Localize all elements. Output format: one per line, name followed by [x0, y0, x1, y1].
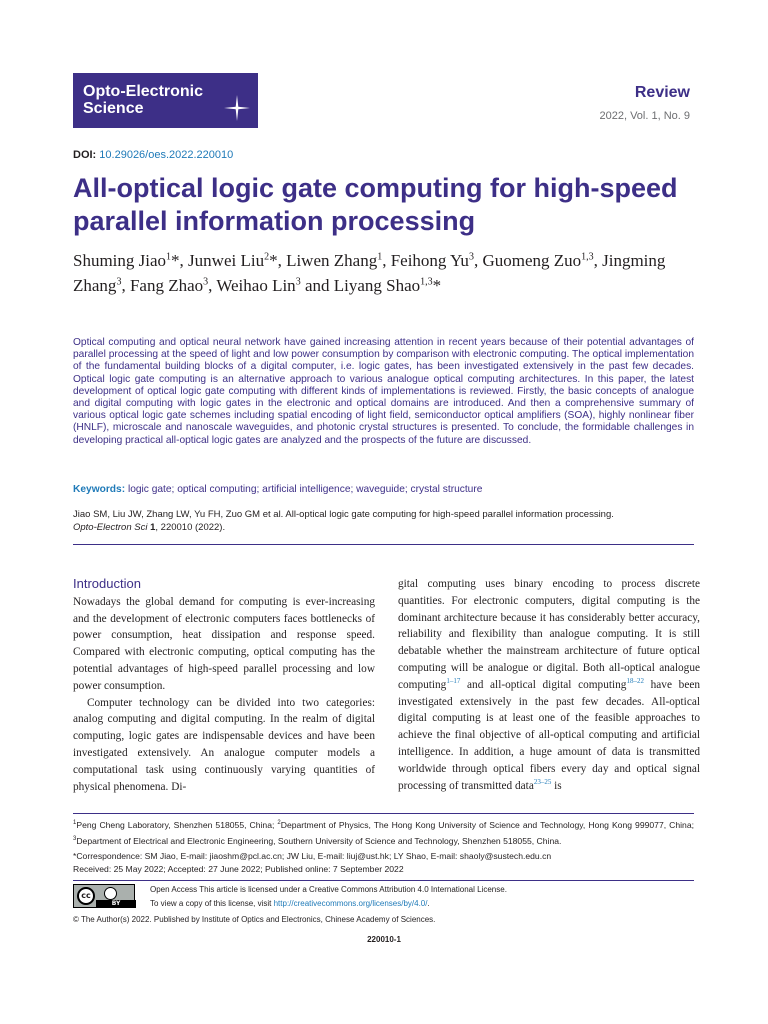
correspondence: *Correspondence: SM Jiao, E-mail: jiaoshm@pcl.ac.cn; JW Liu, E-mail: liuj@ust.hk; LY Shao, E-mail: shaoly@sustech.edu.cn: [73, 851, 552, 861]
journal-name: [83, 83, 203, 117]
author-separator: ,: [382, 251, 391, 270]
author-affiliation: 2: [264, 251, 270, 263]
section-heading: Introduction: [73, 576, 141, 591]
journal-name-line1: Opto-Electronic: [83, 83, 204, 100]
intro-text-3: have been investigated extensively in the past few decades. All-optical digital computing is at least one of the feasible approaches to achieve the final objective of all-optical computing and artificial intelligence. In addition, a huge amount of data is transmitted worldwide through optical fibers every day and optical signal processing of transmitted data: [398, 678, 700, 792]
author-name: Junwei Liu: [188, 251, 265, 270]
affiliation-sup: 1: [73, 820, 77, 827]
intro-text-2: and all-optical digital computing: [460, 678, 627, 691]
doi-label: DOI:: [73, 149, 97, 161]
citation: [73, 508, 694, 534]
author-separator: ,: [208, 276, 217, 295]
citation-text: Jiao SM, Liu JW, Zhang LW, Yu FH, Zuo GM et al. All-optical logic gate computing for high-speed parallel information processing.: [73, 509, 614, 520]
divider: [73, 880, 694, 881]
citation-rest: , 220010 (2022).: [155, 522, 226, 533]
author-affiliation: 1,3: [581, 251, 594, 263]
license-suffix: .: [427, 899, 430, 908]
journal-logo: [73, 73, 258, 128]
cc-by-badge[interactable]: [73, 884, 135, 908]
divider: [73, 544, 694, 545]
copyright: © The Author(s) 2022. Published by Institute of Optics and Electronics, Chinese Academy of Sciences.: [73, 915, 436, 924]
affiliation-3: Department of Electrical and Electronic Engineering, Southern University of Science and Technology, Shenzhen 518055, China.: [76, 835, 562, 846]
citation-journal: Opto-Electron Sci: [73, 522, 148, 533]
author-separator: ,: [179, 251, 189, 270]
affiliation-1: Peng Cheng Laboratory, Shenzhen 518055, China;: [76, 820, 278, 830]
intro-paragraph-1: Nowadays the global demand for computing is ever-increasing and the development of electronic computers faces bottlenecks of power consumption, heat dissipation and response speed. Compared with electronic computing, optical computing has the potential advantages of high-speed parallel processing and low power consumption.: [73, 595, 375, 692]
intro-paragraph-3: [398, 576, 700, 794]
article-title: [73, 172, 703, 238]
intro-left-column: [73, 576, 375, 795]
attribution-icon: [104, 887, 117, 900]
corresponding-mark: *: [171, 251, 180, 270]
author-affiliation: 3: [468, 251, 474, 263]
author-name: Guomeng Zuo: [482, 251, 582, 270]
corresponding-mark: *: [269, 251, 278, 270]
author-separator: ,: [277, 251, 287, 270]
divider: [73, 813, 694, 814]
author-affiliation: 3: [295, 276, 301, 288]
license-link[interactable]: http://creativecommons.org/licenses/by/4.0/: [273, 899, 428, 908]
author-separator: ,: [121, 276, 130, 295]
affiliation-2: Department of Physics, The Hong Kong University of Science and Technology, Hong Kong 999077, China;: [280, 820, 694, 830]
author-name: Jingming Zhang: [73, 251, 666, 295]
intro-text-1: gital computing uses binary encoding to process discrete quantities. For electronic computers, digital computing is the dominant architecture because it has considerably better accuracy, reliability and flexibility than analogue computing. It is still debatable whether the mainstream architecture of future optical computing will be analogue or digital. Both all-optical analogue computing: [398, 578, 700, 691]
reference-link[interactable]: 1–17: [446, 677, 461, 686]
abstract: Optical computing and optical neural network have gained increasing attention in recent years because of their potential advantages of parallel processing at the speed of light and low power consumption by comparison with electronic computing. The optical implementation of the fundamental building blocks of a digital computer, i.e. logic gates, has been investigated extensively in the past few decades. Optical logic gate computing is an alternative approach to various analogue optical computing architectures. In this paper, the latest development of optical logic gate computing with different kinds of implementations is reviewed. Firstly, the basic concepts of analogue and digital computing with logic gates in the electronic and optical domains are introduced. And then a comprehensive summary of various optical logic gate schemes including spatial encoding of light field, semiconductor optical amplifiers (SOA), highly nonlinear fiber (HNLF), microscale and nanoscale waveguides, and photonic crystal structures is presented. To conclude, the formidable challenges in developing practical all-optical logic gates are analyzed and the prospects of the future are discussed.: [73, 337, 694, 446]
author-separator: ,: [593, 251, 603, 270]
affiliation-sup: 3: [73, 835, 77, 842]
doi-line: [73, 149, 233, 161]
title-line2: parallel information processing: [73, 206, 476, 236]
author-name: Fang Zhao: [129, 276, 204, 295]
keywords-label: Keywords:: [73, 484, 126, 495]
author-affiliation: 3: [203, 276, 209, 288]
author-name: Feihong Yu: [390, 251, 469, 270]
license-text: Open Access This article is licensed under a Creative Commons Attribution 4.0 International License.: [150, 885, 507, 894]
keywords-text: logic gate; optical computing; artificial intelligence; waveguide; crystal structure: [127, 484, 483, 495]
keywords: [73, 484, 482, 495]
intro-text-4: is: [551, 779, 562, 792]
author-name: Liyang Shao: [333, 276, 421, 295]
author-separator: ,: [473, 251, 483, 270]
by-label: BY: [96, 900, 136, 908]
author-name: Shuming Jiao: [73, 251, 167, 270]
reference-link[interactable]: 23–25: [533, 777, 552, 786]
author-separator: and: [300, 276, 334, 295]
article-type: Review: [634, 84, 690, 101]
page-number: 220010-1: [367, 935, 401, 944]
author-affiliation: 1,3: [420, 276, 433, 288]
title-line1: All-optical logic gate computing for high-speed: [73, 173, 678, 203]
author-name: Weihao Lin: [216, 276, 296, 295]
affiliation-sup: 2: [277, 820, 281, 827]
author-affiliation: 1: [166, 251, 172, 263]
doi-link[interactable]: 10.29026/oes.2022.220010: [99, 149, 234, 161]
sparkle-icon: [224, 95, 250, 121]
author-list: [73, 248, 693, 298]
corresponding-mark: *: [432, 276, 442, 295]
reference-link[interactable]: 18–22: [626, 677, 644, 686]
publication-dates: Received: 25 May 2022; Accepted: 27 June 2022; Published online: 7 September 2022: [73, 864, 404, 874]
citation-volume: 1: [150, 522, 156, 533]
intro-right-column: [398, 576, 700, 794]
author-name: Liwen Zhang: [286, 251, 378, 270]
affiliations: [73, 818, 694, 865]
cc-icon: cc: [77, 887, 95, 905]
intro-paragraph-2: Computer technology can be divided into two categories: analog computing and digital computing. In the realm of digital computing, logic gates are indispensable devices and have been investigated extensively. An analogue computer models a computational task using continuously varying quantities of physical phenomena. Di-: [73, 696, 375, 793]
license-link-line: [150, 899, 430, 908]
volume-info: 2022, Vol. 1, No. 9: [599, 110, 690, 122]
journal-name-line2: Science: [83, 100, 144, 117]
author-affiliation: 3: [116, 276, 122, 288]
author-affiliation: 1: [377, 251, 383, 263]
license-prefix: To view a copy of this license, visit: [150, 899, 274, 908]
